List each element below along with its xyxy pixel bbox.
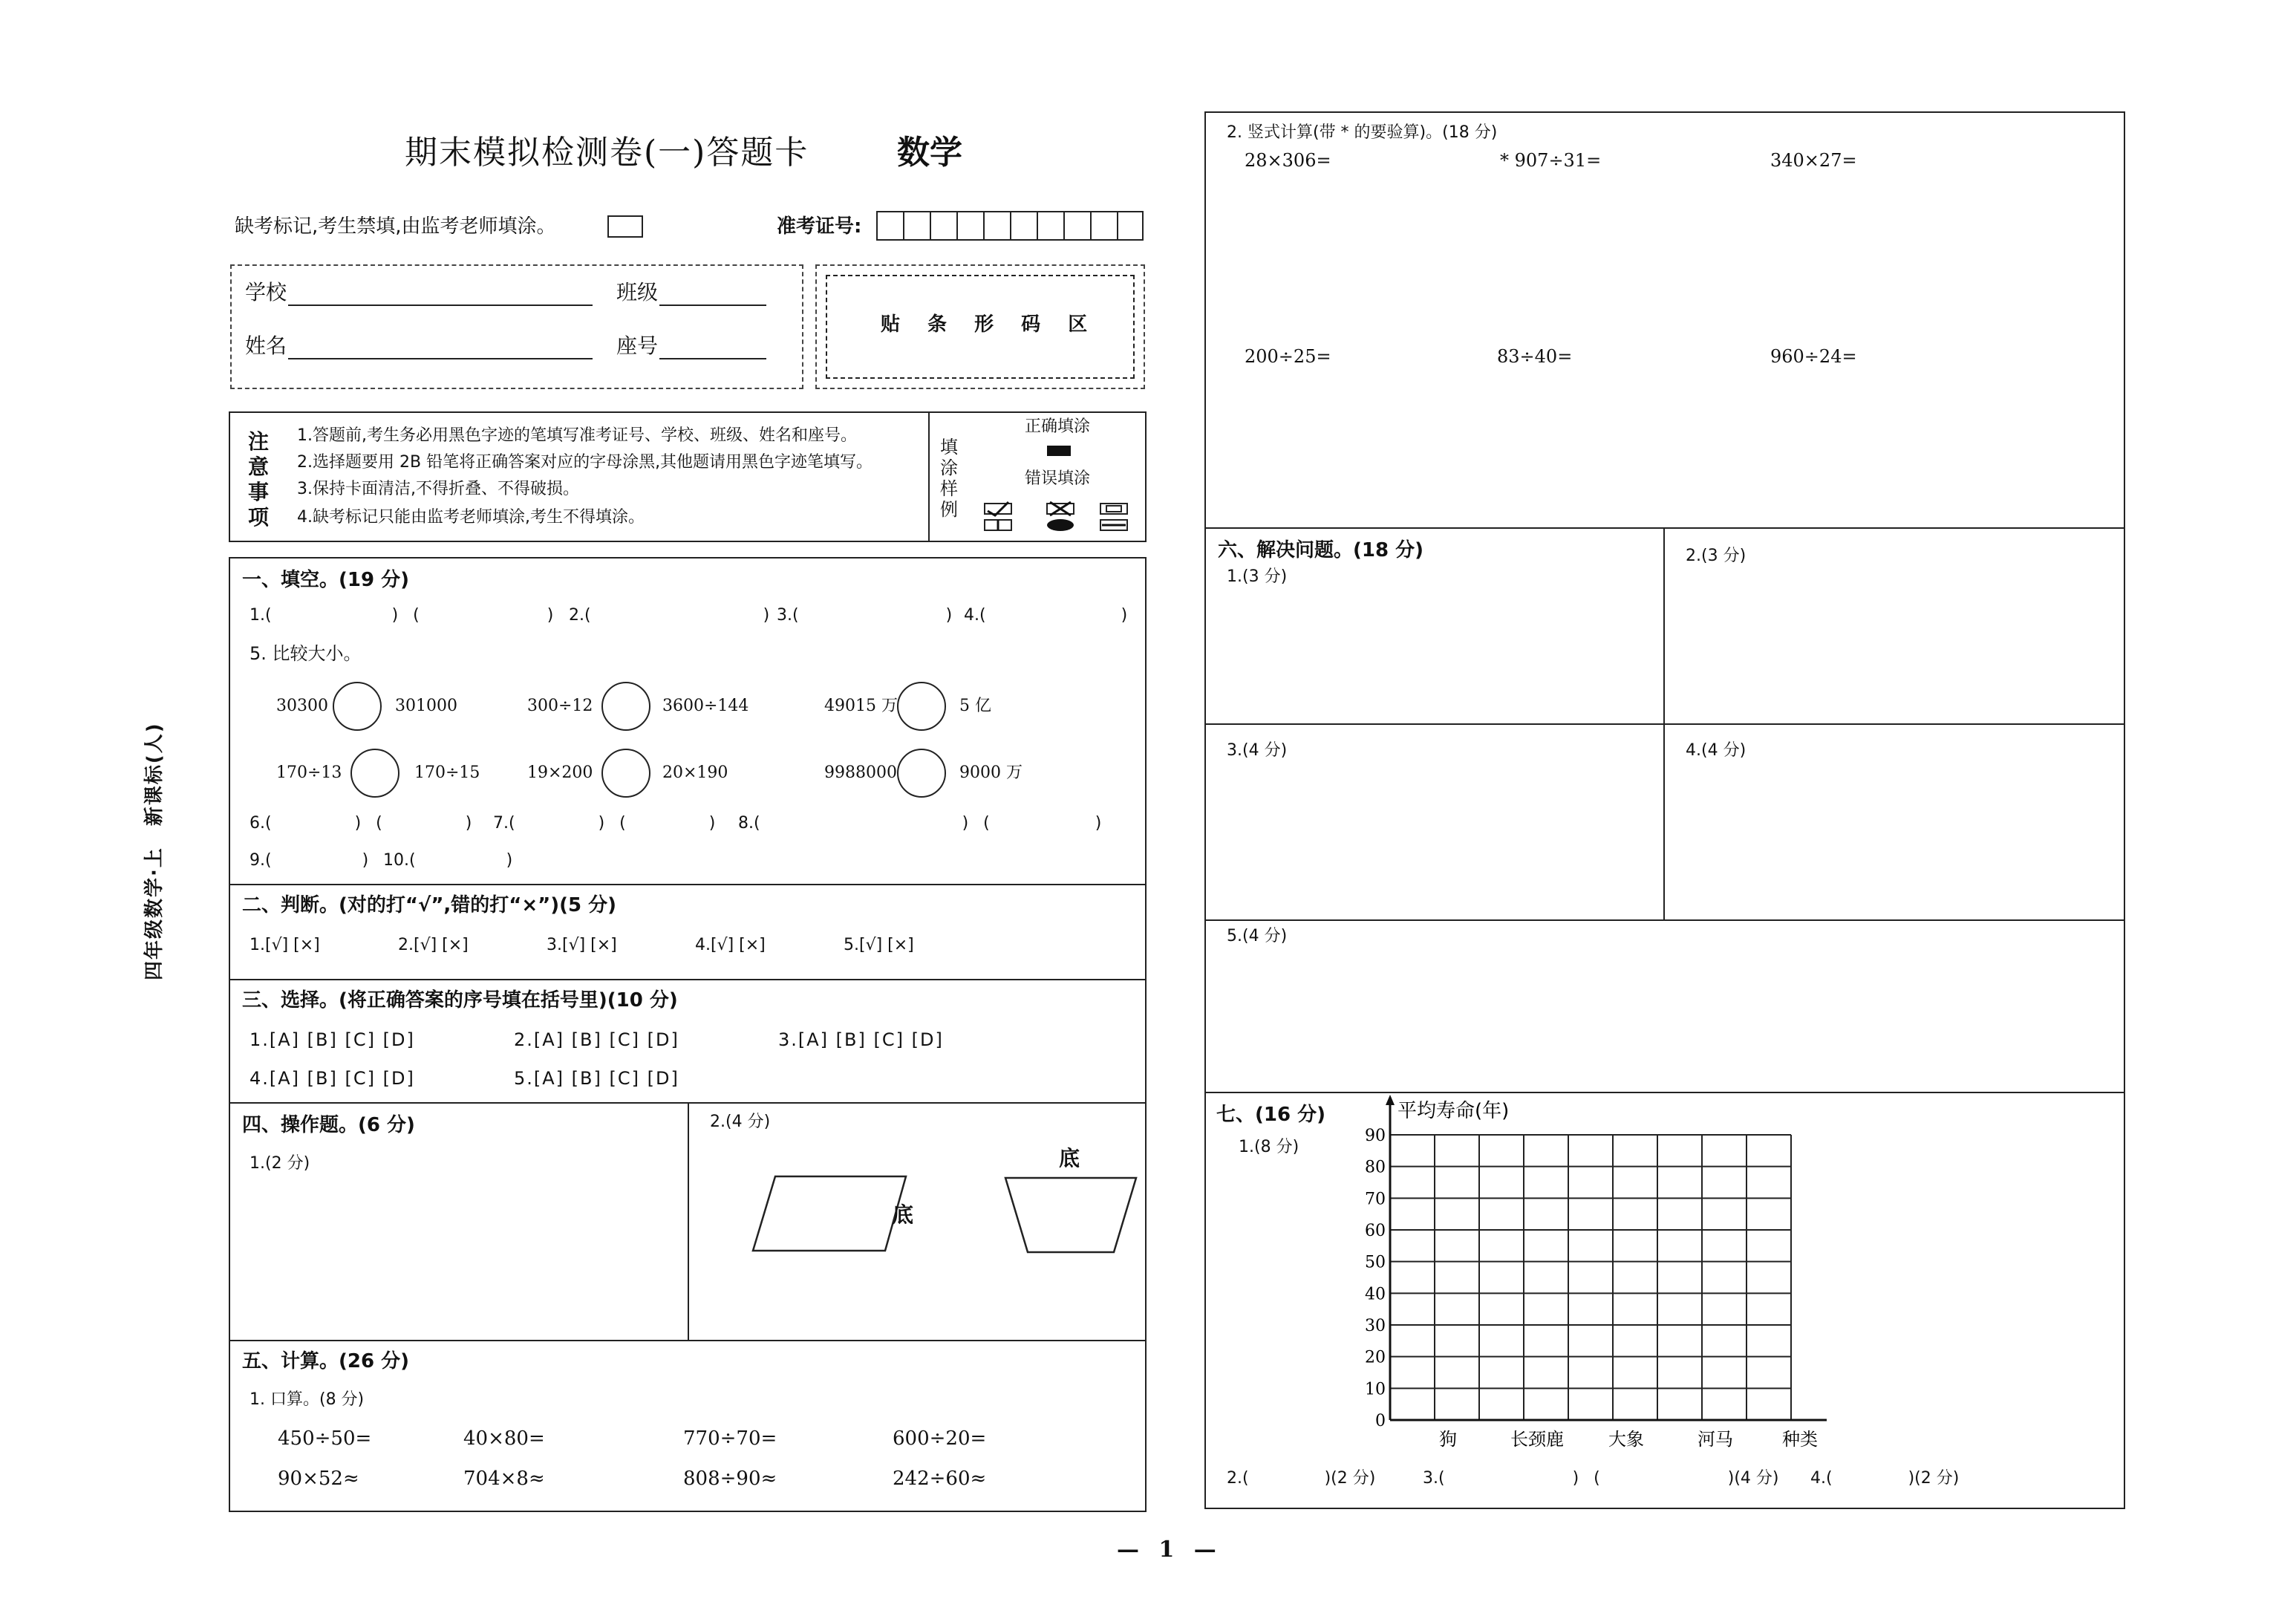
oral-item: 90×52≈: [278, 1468, 359, 1490]
y-tick-label: 10: [1365, 1380, 1386, 1399]
category-label: 狗: [1439, 1429, 1457, 1450]
y-tick-label: 90: [1365, 1127, 1386, 1145]
chart-ylabel: 平均寿命(年): [1398, 1100, 1510, 1122]
name-field[interactable]: [288, 358, 593, 359]
vertical-calc-item: 83÷40=: [1497, 346, 1573, 367]
cmp-right: 20×190: [662, 763, 728, 782]
page-title: 期末模拟检测卷(一)答题卡: [405, 134, 809, 172]
s7-title: 七、(16 分): [1216, 1104, 1325, 1126]
cmp-left: 19×200: [527, 763, 593, 782]
parallelogram-figure: [750, 1173, 913, 1255]
s7-q1: 1.(8 分): [1239, 1138, 1299, 1156]
seat-label: 座号: [616, 333, 659, 358]
s4-q1: 1.(2 分): [250, 1154, 310, 1173]
wrong-fill-samples: [980, 501, 1136, 538]
barcode-label: 贴 条 形 码 区: [881, 313, 1098, 336]
exam-no-boxes[interactable]: [876, 211, 1144, 241]
y-tick-label: 60: [1365, 1222, 1386, 1240]
cmp-right: 5 亿: [959, 697, 991, 715]
absent-mark-box[interactable]: [607, 215, 643, 238]
cmp-left: 49015 万: [824, 697, 898, 715]
y-tick-label: 80: [1365, 1158, 1386, 1177]
chart-xlabel: 种类: [1782, 1429, 1818, 1450]
wrong-fill-label: 错误填涂: [1025, 469, 1091, 488]
s1-q8: 8.( ) ( ): [738, 814, 1102, 833]
oral-item: 40×80=: [463, 1427, 545, 1450]
judge-item[interactable]: 3.[√] [×]: [547, 936, 617, 954]
s1-q2: 2.( ): [569, 606, 770, 625]
base-label: 底: [1059, 1146, 1080, 1170]
compare-circle[interactable]: [897, 682, 946, 731]
judge-item[interactable]: 4.[√] [×]: [695, 936, 766, 954]
s6-q2: 2.(3 分): [1686, 547, 1747, 565]
judge-item[interactable]: 2.[√] [×]: [398, 936, 469, 954]
s1-q7: 7.( ) ( ): [493, 814, 716, 833]
s1-q1: 1.( ) ( ): [250, 606, 554, 625]
correct-fill-label: 正确填涂: [1025, 417, 1091, 436]
correct-fill-sample: [1047, 446, 1071, 456]
life-span-chart: [1351, 1092, 1834, 1456]
s6-q1: 1.(3 分): [1227, 567, 1288, 586]
compare-circle[interactable]: [601, 682, 650, 731]
s7-q2: 2.( )(2 分): [1227, 1469, 1376, 1488]
s5-title: 五、计算。(26 分): [242, 1350, 409, 1372]
oral-item: 600÷20=: [893, 1427, 987, 1450]
oral-item: 808÷90≈: [683, 1468, 777, 1490]
category-label: 河马: [1697, 1429, 1733, 1450]
vertical-calc-item: * 907÷31=: [1500, 150, 1602, 171]
y-tick-label: 0: [1375, 1412, 1386, 1430]
page-number: — 1 —: [1117, 1537, 1222, 1563]
sample-title: 填 涂 样 例: [940, 437, 958, 520]
s1-q4: 4.( ): [964, 606, 1128, 625]
s6-q4: 4.(4 分): [1686, 741, 1747, 760]
category-label: 长颈鹿: [1510, 1429, 1564, 1450]
y-tick-label: 40: [1365, 1285, 1386, 1304]
s4-q2: 2.(4 分): [710, 1113, 771, 1131]
notice-item: 2.选择题要用 2B 铅笔将正确答案对应的字母涂黑,其他题请用黑色字迹笔填写。: [297, 453, 873, 472]
s6-title: 六、解决问题。(18 分): [1218, 539, 1423, 561]
s1-q10: 10.( ): [383, 851, 513, 870]
y-tick-label: 50: [1365, 1253, 1386, 1272]
s1-q3: 3.( ): [777, 606, 953, 625]
s1-q6: 6.( ) ( ): [250, 814, 472, 833]
choice-item[interactable]: 3.[A] [B] [C] [D]: [778, 1029, 944, 1050]
notice-item: 1.答题前,考生务必用黑色字迹的笔填写准考证号、学校、班级、姓名和座号。: [297, 426, 857, 445]
cmp-left: 30300: [276, 697, 328, 715]
y-tick-label: 30: [1365, 1317, 1386, 1335]
side-label: 四年级数学·上 新课标(人): [143, 722, 166, 980]
choice-item[interactable]: 2.[A] [B] [C] [D]: [514, 1029, 679, 1050]
exam-no-label: 准考证号:: [777, 215, 862, 238]
s5-q1: 1. 口算。(8 分): [250, 1390, 365, 1409]
choice-item[interactable]: 5.[A] [B] [C] [D]: [514, 1068, 679, 1089]
choice-item[interactable]: 1.[A] [B] [C] [D]: [250, 1029, 415, 1050]
absent-note: 缺考标记,考生禁填,由监考老师填涂。: [235, 215, 556, 238]
compare-circle[interactable]: [350, 749, 399, 798]
school-field[interactable]: [288, 305, 593, 306]
s2-title: 二、判断。(对的打“√”,错的打“×”)(5 分): [242, 894, 617, 916]
notice-title: 注 意 事 项: [248, 429, 270, 530]
s6-q3: 3.(4 分): [1227, 741, 1288, 760]
vertical-calc-item: 960÷24=: [1770, 346, 1857, 367]
school-label: 学校: [245, 280, 287, 305]
cmp-right: 301000: [395, 697, 457, 715]
judge-item[interactable]: 1.[√] [×]: [250, 936, 320, 954]
judge-item[interactable]: 5.[√] [×]: [844, 936, 914, 954]
choice-item[interactable]: 4.[A] [B] [C] [D]: [250, 1068, 415, 1089]
oral-item: 450÷50=: [278, 1427, 372, 1450]
y-tick-label: 70: [1365, 1190, 1386, 1209]
class-field[interactable]: [659, 305, 766, 306]
compare-circle[interactable]: [601, 749, 650, 798]
cmp-left: 170÷13: [276, 763, 342, 782]
oral-item: 770÷70=: [683, 1427, 777, 1450]
s1-q9: 9.( ): [250, 851, 369, 870]
cmp-right: 170÷15: [414, 763, 480, 782]
s3-title: 三、选择。(将正确答案的序号填在括号里)(10 分): [242, 989, 678, 1012]
notice-item: 4.缺考标记只能由监考老师填涂,考生不得填涂。: [297, 508, 645, 527]
s1-q5: 5. 比较大小。: [250, 643, 362, 664]
oral-item: 704×8≈: [463, 1468, 545, 1490]
cmp-left: 9988000: [824, 763, 897, 782]
subject-title: 数学: [897, 134, 962, 172]
oral-item: 242÷60≈: [893, 1468, 987, 1490]
vertical-calc-item: 200÷25=: [1245, 346, 1331, 367]
cmp-left: 300÷12: [527, 697, 593, 715]
s1-title: 一、填空。(19 分): [242, 569, 409, 591]
class-label: 班级: [616, 280, 659, 305]
trapezoid-figure: [1002, 1175, 1139, 1257]
s7-q4: 4.( )(2 分): [1810, 1469, 1960, 1488]
y-tick-label: 20: [1365, 1348, 1386, 1367]
s4-title: 四、操作题。(6 分): [242, 1114, 415, 1136]
student-info-box: [230, 264, 803, 389]
vertical-calc-item: 340×27=: [1770, 150, 1857, 171]
compare-circle[interactable]: [897, 749, 946, 798]
r2-title: 2. 竖式计算(带 * 的要验算)。(18 分): [1227, 123, 1498, 142]
seat-field[interactable]: [659, 358, 766, 359]
base-label: 底: [893, 1202, 914, 1227]
category-label: 大象: [1608, 1429, 1644, 1450]
s7-q3: 3.( ) ( )(4 分): [1423, 1469, 1779, 1488]
notice-item: 3.保持卡面清洁,不得折叠、不得破损。: [297, 480, 579, 498]
name-label: 姓名: [245, 333, 287, 358]
cmp-right: 9000 万: [959, 763, 1023, 782]
cmp-right: 3600÷144: [662, 697, 749, 715]
compare-circle[interactable]: [333, 682, 382, 731]
vertical-calc-item: 28×306=: [1245, 150, 1331, 171]
s6-q5: 5.(4 分): [1227, 927, 1288, 945]
